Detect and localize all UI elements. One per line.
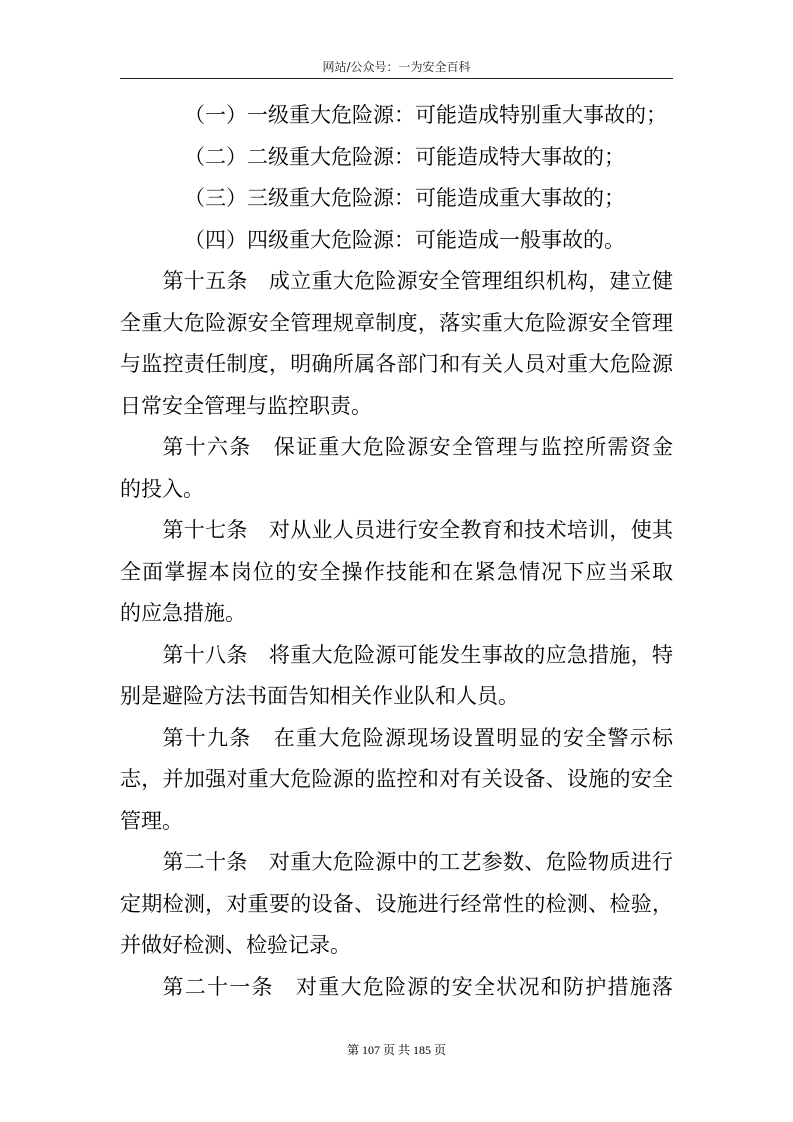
article-19 [120, 718, 673, 843]
paragraph-line: 与监控责任制度，明确所属各部门和有关人员对重大危险源 [120, 352, 673, 377]
total-prefix: 共 [398, 1043, 411, 1057]
total-pages-number: 185 [413, 1043, 432, 1057]
page-word: 页 [382, 1043, 395, 1057]
hazard-level-item-3 [120, 178, 673, 220]
article-16 [120, 427, 673, 510]
article-18 [120, 635, 673, 718]
paragraph-line: 管理。 [120, 808, 183, 833]
paragraph-line: 全重大危险源安全管理规章制度，落实重大危险源安全管理 [120, 310, 673, 335]
paragraph-line: 第十六条 保证重大危险源安全管理与监控所需资金 [162, 435, 673, 460]
running-header [0, 59, 793, 75]
paragraph-line: （二）二级重大危险源：可能造成特大事故的； [184, 144, 625, 169]
paragraph-line: （一）一级重大危险源：可能造成特别重大事故的； [184, 103, 667, 127]
paragraph-line: 定期检测，对重要的设备、设施进行经常性的检测、检验， [120, 891, 673, 916]
paragraph-line: 第二十一条 对重大危险源的安全状况和防护措施落 [162, 974, 673, 999]
paragraph-line: （三）三级重大危险源：可能造成重大事故的； [184, 186, 625, 211]
document-body [120, 95, 673, 1008]
article-21 [120, 967, 673, 1009]
article-20 [120, 842, 673, 967]
paragraph-line: 全面掌握本岗位的安全操作技能和在紧急情况下应当采取 [120, 559, 673, 584]
page-prefix: 第 [346, 1043, 359, 1057]
article-15 [120, 261, 673, 427]
paragraph-line: 的应急措施。 [120, 601, 246, 626]
header-rule [120, 78, 673, 79]
paragraph-line: 志，并加强对重大危险源的监控和对有关设备、设施的安全 [120, 767, 673, 792]
paragraph-line: 日常安全管理与监控职责。 [120, 393, 372, 418]
hazard-level-item-2 [120, 137, 673, 179]
paragraph-line: 并做好检测、检验记录。 [120, 933, 351, 958]
paragraph-line: 的投入。 [120, 476, 204, 501]
paragraph-line: 第十五条 成立重大危险源安全管理组织机构，建立健 [162, 269, 673, 294]
paragraph-line: 别是避险方法书面告知相关作业队和人员。 [120, 684, 519, 709]
page-footer [0, 1042, 793, 1058]
paragraph-line: 第十八条 将重大危险源可能发生事故的应急措施，特 [162, 642, 673, 667]
page-suffix: 页 [434, 1043, 447, 1057]
paragraph-line: 第十七条 对从业人员进行安全教育和技术培训，使其 [162, 518, 673, 543]
header-source-label: 网站/公众号：一为安全百科 [322, 60, 471, 74]
article-17 [120, 510, 673, 635]
paragraph-line: （四）四级重大危险源：可能造成一般事故的。 [184, 227, 625, 252]
hazard-level-item-4 [120, 220, 673, 262]
paragraph-line: 第十九条 在重大危险源现场设置明显的安全警示标 [162, 725, 673, 750]
current-page-number: 107 [361, 1043, 380, 1057]
hazard-level-item-1 [120, 95, 673, 137]
paragraph-line: 第二十条 对重大危险源中的工艺参数、危险物质进行 [162, 850, 673, 875]
